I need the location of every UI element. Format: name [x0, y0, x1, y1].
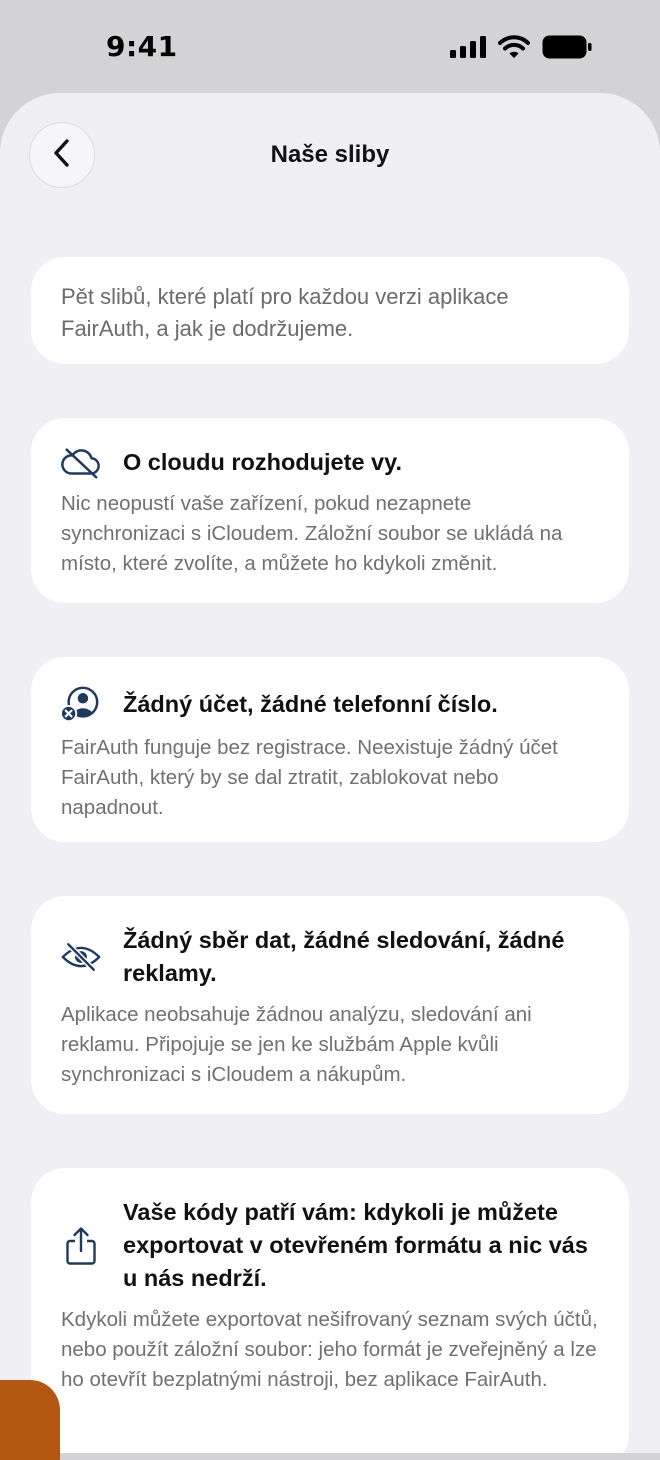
promise-body: Aplikace neobsahuje žádnou analýzu, sledování ani reklamu. Připojuje se jen ke službám Apple kvůli synchronizaci s iCloudem a nákupům. [61, 1003, 532, 1086]
status-bar [0, 0, 660, 95]
background-accent [0, 1380, 60, 1460]
promise-card-export [31, 1168, 629, 1453]
promise-title: Žádný sběr dat, žádné sledování, žádné reklamy. [123, 927, 565, 986]
eye-slash-icon [61, 941, 101, 973]
promise-body: Nic neopustí vaše zařízení, pokud nezapnete synchronizaci s iCloudem. Záložní soubor se ukládá na místo, které zvolíte, a můžete ho kdykoli změnit. [61, 492, 563, 575]
intro-card [31, 257, 629, 364]
page-title: Naše sliby [270, 141, 390, 168]
promise-title: Vaše kódy patří vám: kdykoli je můžete exportovat v otevřeném formátu a nic vás u nás nedrží. [123, 1199, 588, 1291]
battery-icon [542, 35, 592, 64]
promise-card-tracking [31, 896, 629, 1114]
promise-card-cloud [31, 418, 629, 603]
intro-text: Pět slibů, které platí pro každou verzi aplikace FairAuth, a jak je dodržujeme. [61, 284, 509, 341]
promise-card-account [31, 657, 629, 842]
navigation-bar [0, 93, 660, 223]
share-icon [61, 1226, 101, 1266]
promise-body: Kdykoli můžete exportovat nešifrovaný seznam svých účtů, nebo použít záložní soubor: jeho formát je zveřejněný a lze ho otevřít bezplatnými nástroji, bez aplikace FairAuth. [61, 1308, 598, 1391]
cellular-signal-icon [450, 36, 486, 63]
status-icons [450, 35, 592, 64]
promise-body: FairAuth funguje bez registrace. Neexistuje žádný účet FairAuth, který by se dal ztratit, zablokovat nebo napadnout. [61, 736, 558, 819]
promise-title: O cloudu rozhodujete vy. [123, 449, 402, 475]
person-x-icon [61, 685, 101, 723]
promises-sheet [0, 93, 660, 1453]
promise-title: Žádný účet, žádné telefonní číslo. [123, 690, 498, 717]
wifi-icon [498, 35, 530, 64]
status-time: 9:41 [106, 30, 178, 63]
cloud-slash-icon [61, 447, 101, 479]
